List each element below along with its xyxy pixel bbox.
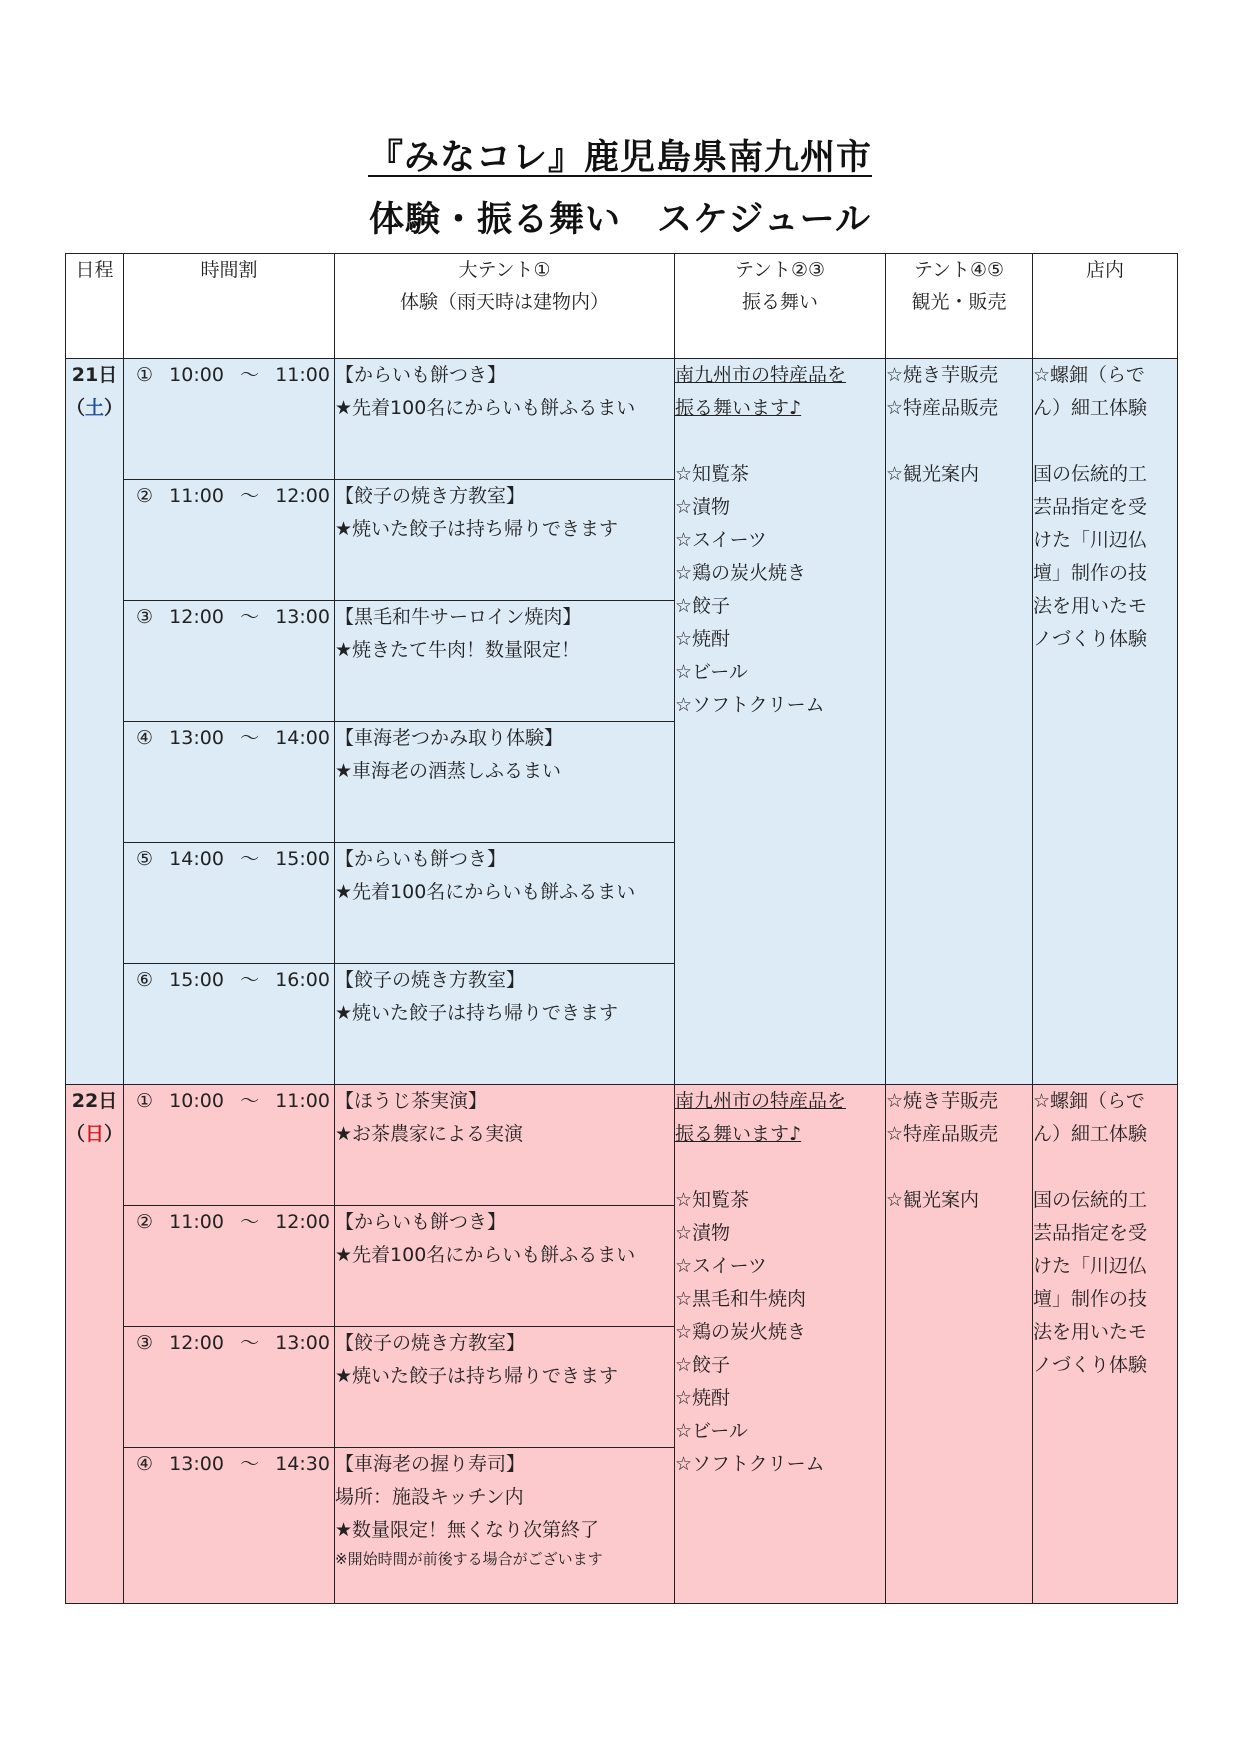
- time-slot: ② 11:00 ～ 12:00: [124, 480, 335, 601]
- time-slot: ① 10:00 ～ 11:00: [124, 1085, 335, 1206]
- time-slot: ⑤ 14:00 ～ 15:00: [124, 843, 335, 964]
- document-subtitle: 体験・振る舞い スケジュール: [369, 200, 871, 240]
- activity-cell: 【餃子の焼き方教室】 ★焼いた餃子は持ち帰りできます: [335, 964, 675, 1085]
- activity-cell: 【からいも餅つき】 ★先着100名にからいも餅ふるまい: [335, 843, 675, 964]
- weekday-sat: 土: [85, 397, 105, 419]
- tent23-cell: 南九州市の特産品を 振る舞います♪ ☆知覧茶 ☆漬物 ☆スイーツ ☆鶏の炭火焼き ☆餃子 ☆焼酎 ☆ビール ☆ソフトクリーム: [675, 359, 886, 1085]
- time-slot: ② 11:00 ～ 12:00: [124, 1206, 335, 1327]
- header-tent23: テント②③ 振る舞い: [675, 254, 886, 359]
- store-cell: ☆螺鈿（らで ん）細工体験 国の伝統的工 芸品指定を受 けた「川辺仏 壇」制作の技 法を用いたモ ノづくり体験: [1033, 359, 1178, 1085]
- table-row: [66, 1085, 1178, 1206]
- header-time: 時間割: [124, 254, 335, 359]
- day-cell-21: 21日 （土）: [66, 359, 124, 1085]
- header-tent1: 大テント① 体験（雨天時は建物内）: [335, 254, 675, 359]
- activity-cell: 【からいも餅つき】 ★先着100名にからいも餅ふるまい: [335, 359, 675, 480]
- header-row: [66, 254, 1178, 359]
- time-slot: ① 10:00 ～ 11:00: [124, 359, 335, 480]
- activity-cell: 【車海老つかみ取り体験】 ★車海老の酒蒸しふるまい: [335, 722, 675, 843]
- activity-cell: 【餃子の焼き方教室】 ★焼いた餃子は持ち帰りできます: [335, 1327, 675, 1448]
- header-day: 日程: [66, 254, 124, 359]
- tent45-cell: ☆焼き芋販売 ☆特産品販売 ☆観光案内: [886, 359, 1033, 1085]
- tent45-cell: ☆焼き芋販売 ☆特産品販売 ☆観光案内: [886, 1085, 1033, 1604]
- activity-cell: 【黒毛和牛サーロイン焼肉】 ★焼きたて牛肉！数量限定！: [335, 601, 675, 722]
- header-store: 店内: [1033, 254, 1178, 359]
- activity-cell: 【餃子の焼き方教室】 ★焼いた餃子は持ち帰りできます: [335, 480, 675, 601]
- schedule-table: [65, 253, 1178, 1604]
- header-tent45: テント④⑤ 観光・販売: [886, 254, 1033, 359]
- time-slot: ③ 12:00 ～ 13:00: [124, 1327, 335, 1448]
- store-cell: ☆螺鈿（らで ん）細工体験 国の伝統的工 芸品指定を受 けた「川辺仏 壇」制作の技 法を用いたモ ノづくり体験: [1033, 1085, 1178, 1604]
- document-title: 『みなコレ』鹿児島県南九州市: [367, 138, 872, 178]
- day-cell-22: 22日 （日）: [66, 1085, 124, 1604]
- note-text: ※開始時間が前後する場合がございます: [335, 1550, 603, 1568]
- weekday-sun: 日: [85, 1123, 105, 1145]
- table-row: [66, 359, 1178, 480]
- activity-cell: 【ほうじ茶実演】 ★お茶農家による実演: [335, 1085, 675, 1206]
- time-slot: ④ 13:00 ～ 14:30: [124, 1448, 335, 1604]
- time-slot: ⑥ 15:00 ～ 16:00: [124, 964, 335, 1085]
- activity-cell: 【からいも餅つき】 ★先着100名にからいも餅ふるまい: [335, 1206, 675, 1327]
- time-slot: ③ 12:00 ～ 13:00: [124, 601, 335, 722]
- activity-cell: 【車海老の握り寿司】 場所：施設キッチン内 ★数量限定！無くなり次第終了 ※開始時間が前後する場合がございます: [335, 1448, 675, 1604]
- time-slot: ④ 13:00 ～ 14:00: [124, 722, 335, 843]
- tent23-cell: 南九州市の特産品を 振る舞います♪ ☆知覧茶 ☆漬物 ☆スイーツ ☆黒毛和牛焼肉 ☆鶏の炭火焼き ☆餃子 ☆焼酎 ☆ビール ☆ソフトクリーム: [675, 1085, 886, 1604]
